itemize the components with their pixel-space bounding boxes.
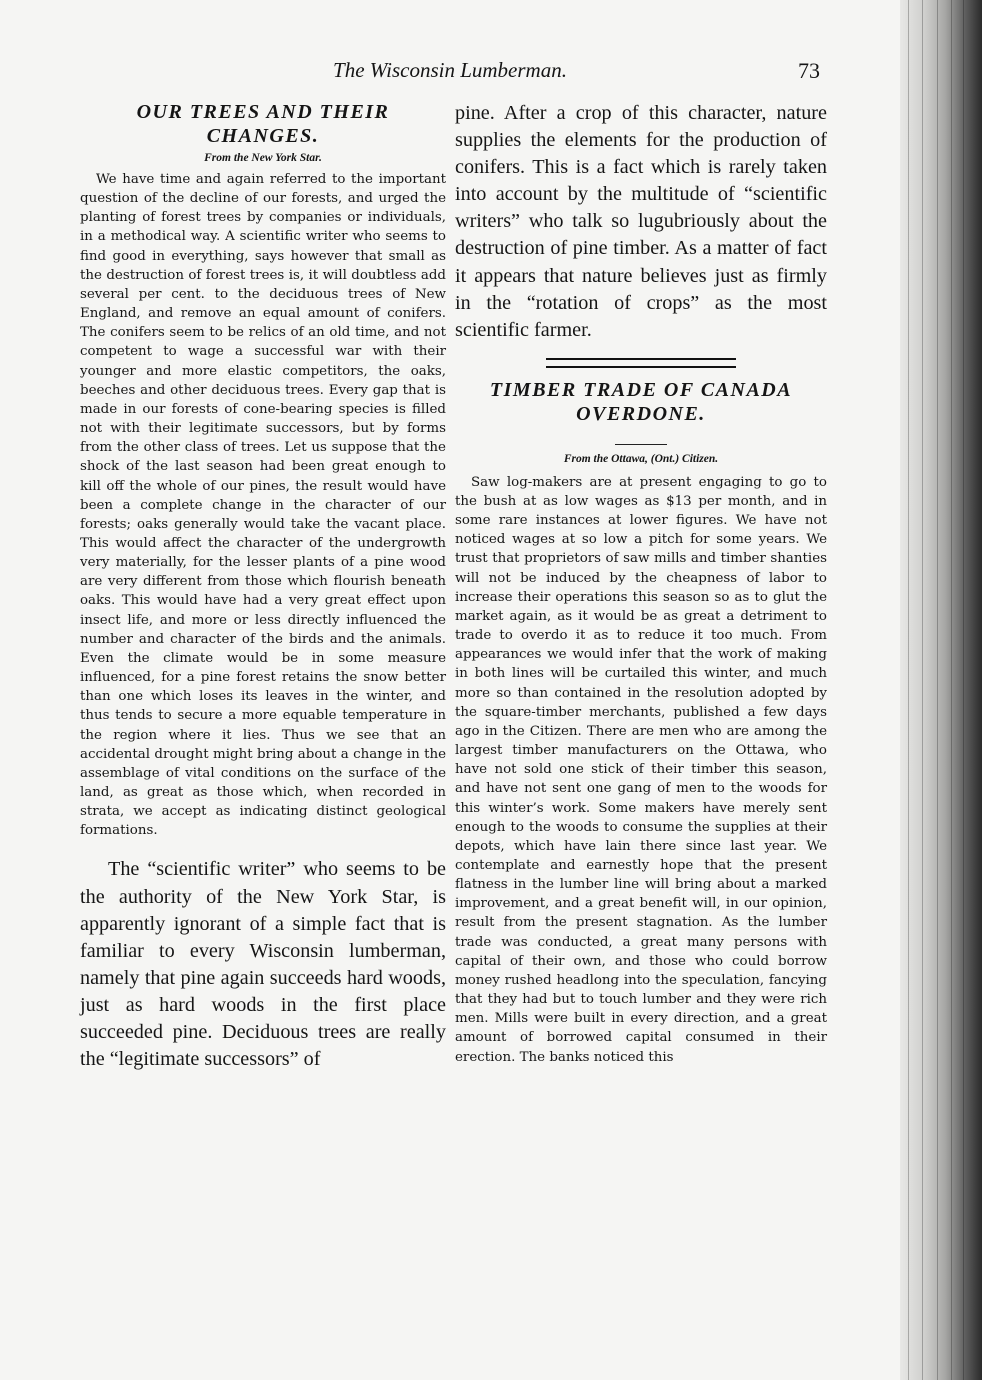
section-divider xyxy=(546,358,736,368)
commentary-text-continued: pine. After a crop of this character, nature supplies the elements for the production of conifers. This is a fact which is rarely taken into account by the multitude of “scientific writers” who talk so lugubriously about the destruction of pine timber. As a matter of fact it appears that nature believes just as firmly in the “rotation of crops” as the most scientific farmer. xyxy=(455,102,827,341)
title-rule xyxy=(615,444,667,445)
article-body: Saw log-makers are at present engaging to go to the bush at as low wages as $13 per month, and in some rare instances at lower figures. We have not noticed wages at so low a pitch for some years. We trust that proprietors of saw mills and timber shanties will not be induced by the cheapness of labor to increase their operations this season so as to glut the market again, as it would be as great a detriment to trade to overdo it as to reduce it too much. From appearances we would infer that the work of making in both lines will be curtailed this winter, and much more so than contained in the resolution adopted by the square-timber merchants, published a few days ago in the Citizen. There are men who are among the largest timber manufacturers on the Ottawa, who have not sold one stick of their timber this season, and have not sent one gang of men to the woods for this winter’s work. Some makers have merely sent enough to the woods to consume the supplies at their depots, which have lain there since last year. We contemplate and earnestly hope that the present flatness in the lumber line will bring about a marked improvement, and a great benefit will, in our opinion, result from the present stagnation. As the lumber trade was conducted, a great many persons with capital of their own, and those who could borrow money rushed headlong into the speculation, fancying that they had but to touch lumber and they were rich men. Mills were built in every direction, and a great amount of borrowed capital consumed in their erection. The banks noticed this xyxy=(455,474,827,1065)
article-body: We have time and again referred to the important question of the decline of our forests, and urged the planting of forest trees by companies or individuals, in a methodical way. A scientific writer who seems to find good in everything, says however that small as the destruction of forest trees is, it will doubtless add several per cent. to the deciduous trees of New England, and remove an equal amount of conifers. The conifers seem to be relics of an old time, and not competent to wage a successful war with their younger and more elastic competitors, the oaks, beeches and other deciduous trees. Every gap that is made in our forests of cone-bearing species is filled not with their legitimate successors, but by forms from the other class of trees. Let us suppose that the shock of the last season had been great enough to kill off the whole of our pines, the result would have been a complete change in the character of our forests; oaks generally would take the vacant place. This would affect the character of the undergrowth very materially, for the lesser plants of a pine wood are very different from those which flourish beneath oaks. This would have had a very great effect upon insect life, and more or less directly influenced the number and character of the birds and the animals. Even the climate would be in some measure influenced, for a pine forest retains the snow better than one which loses its leaves in the winter, and thus tends to secure a more equable temperature in the region where it lies. Thus we see that an accidental drought might bring about a change in the assemblage of vital conditions on the surface of the land, as great as those which, when recorded in strata, we accept as indicating distinct geological formations. xyxy=(80,172,446,839)
article-source: From the Ottawa, (Ont.) Citizen. xyxy=(563,452,719,465)
page-header xyxy=(80,58,820,88)
page-number: 73 xyxy=(798,58,820,83)
right-column xyxy=(455,100,827,1067)
page-edge xyxy=(900,0,982,1380)
commentary-text: The “scientific writer” who seems to be the authority of the New York Star, is apparently ignorant of a simple fact that is familiar to every Wisconsin lumberman, namely that pine again succeeds hard woods, just as hard woods in the first place succeeded pine. Deciduous trees are really the “legitimate successors” of xyxy=(80,858,446,1071)
left-column xyxy=(80,100,446,1073)
article-title: TIMBER TRADE OF CANADA OVERDONE. xyxy=(489,378,793,425)
article-source: From the New York Star. xyxy=(204,152,322,164)
article-title: OUR TREES AND THEIR CHANGES. xyxy=(136,101,390,147)
running-title: The Wisconsin Lumberman. xyxy=(333,58,567,82)
